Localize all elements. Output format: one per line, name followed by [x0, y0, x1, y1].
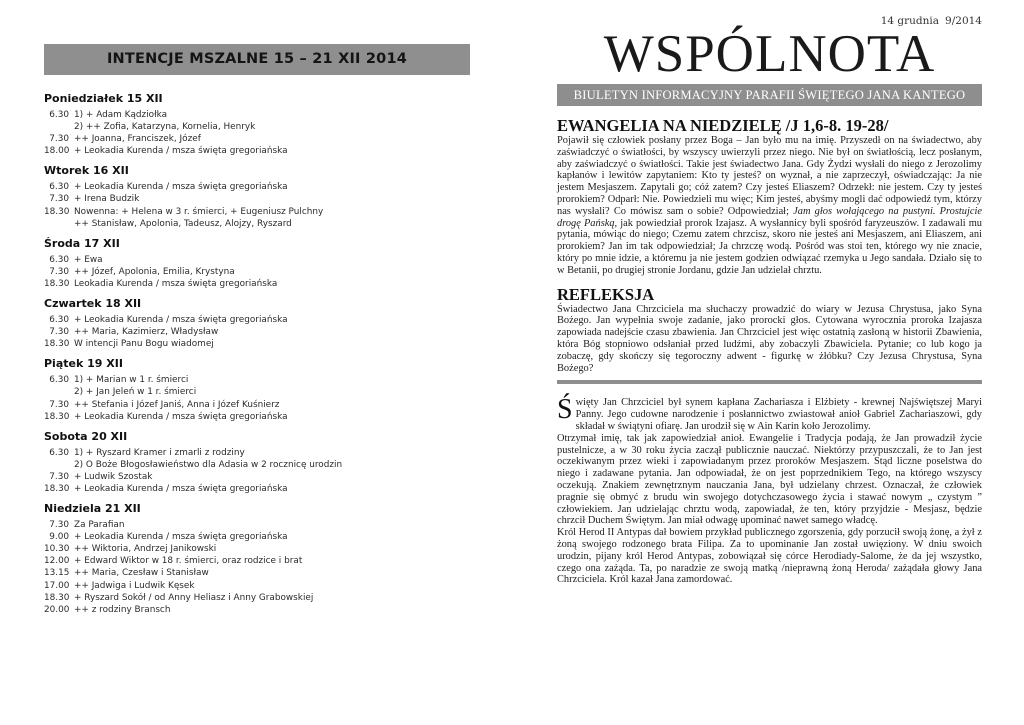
intention-text: + Leokadia Kurenda / msza święta gregoriańska: [74, 532, 288, 543]
intention-time: [44, 121, 74, 133]
intention-time: [44, 459, 74, 471]
intention-time: 12.00: [44, 556, 70, 567]
intention-text: ++ Jadwiga i Ludwik Kęsek: [74, 580, 195, 591]
intention-text: ++ Maria, Czesław i Stanisław: [74, 568, 209, 579]
gospel-text-quote: Jam głos wołającego na pustyni. Prostujcie drogę Pańską,: [557, 205, 983, 229]
intention-row: [44, 567, 470, 579]
intention-time: 18.30: [44, 278, 70, 289]
intention-row: [44, 519, 470, 531]
intention-time: 18.30: [44, 483, 70, 494]
day-block: [44, 297, 470, 350]
intention-time: 18.30: [44, 339, 70, 350]
intention-row: [44, 411, 470, 423]
section-divider: [557, 380, 982, 384]
issue-number: 9/2014: [945, 15, 982, 27]
intention-row: [44, 555, 470, 567]
intention-row: [44, 121, 470, 133]
saint-article: [557, 394, 982, 586]
intention-time: [44, 386, 74, 398]
intention-text: W intencji Panu Bogu wiadomej: [74, 339, 214, 350]
intention-row: [44, 592, 470, 604]
intention-row: [44, 471, 470, 483]
day-block: [44, 430, 470, 495]
gospel-text: [557, 135, 982, 277]
intention-time: 6.30: [49, 375, 69, 386]
day-block: [44, 164, 470, 229]
intention-time: 7.30: [49, 520, 69, 531]
intention-text: Leokadia Kurenda / msza święta gregoriańska: [74, 278, 278, 289]
intention-row: [44, 459, 470, 471]
intention-time: 20.00: [44, 604, 70, 615]
intention-text: ++ Stefania i Józef Janiś, Anna i Józef Kuśnierz: [74, 399, 280, 410]
intention-text: + Leokadia Kurenda / msza święta gregoriańska: [74, 411, 288, 422]
article-paragraph-2: Otrzymał imię, tak jak zapowiedział anioł. Ewangelie i Tradycja podają, że Jan prowadził życie pustelnicze, a w 30 roku życia zaczął publicznie nauczać. Niektórzy przypuszczali, że to Jan jest oczekiwanym przez wieki i zapowiadanym przez proroków Mesjaszem. Stąd liczne poselstwa do niego i zadawane pytania. Jan odpowiadał, że on jest poprzednikiem Tego, na którego wszyscy oczekują. Znakiem zewnętrznym nauczania Jana, był udzielany chrzest. Oznaczał, że człowiek pragnie się obmyć z brudu win swojego dotychczasowego życia i stawać nowym „ czystym ” człowiekiem. Jan udzielając chrztu wodą, zapowiadał, że ten, który przyjdzie - Mesjasz, będzie chrzcił Duchem Świętym. Jan miał odwagę upominać nawet samego władcę.: [557, 432, 982, 527]
intention-row: [44, 109, 470, 121]
article-paragraph-1: [557, 394, 982, 432]
intention-row: [44, 604, 470, 616]
intention-row: [44, 386, 470, 398]
intention-time: [44, 218, 74, 230]
intention-row: [44, 145, 470, 157]
intention-row: [44, 580, 470, 592]
gospel-text-part1: Pojawił się człowiek posłany przez Boga – Jan było mu na imię. Przyszedł on na świadectwo, aby zaświadczyć o światłości, by wszyscy uwierzyli przez niego. Nie był on światłością, lecz posłanym, aby zaświadczyć o światłości. Takie jest świadectwo Jana. Gdy Żydzi wysłali do niego z Jerozolimy kapłanów i lewitów zapytaniem: Kto ty jesteś? on wyznał, a nie zaprzeczył, oświadczając: Ja nie jestem Mesjaszem. Zapytali go; cóż zatem? Czy jesteś Eliaszem? Odrzekł: nie jestem. Czy ty jesteś prorokiem? Odparł: Nie. Powiedzieli mu więc; Kim jesteś, abyśmy mogli dać odpowiedź tym, którzy nas wysłali? Co mówisz sam o sobie? Odpowiedział;: [557, 135, 982, 217]
day-heading: Czwartek 18 XII: [44, 297, 142, 311]
intention-text: Za Parafian: [74, 520, 125, 531]
article-paragraph-3: Król Herod II Antypas dał bowiem przykład publicznego zgorszenia, gdy porzucił swoją żonę, a żył z żoną swojego rodzonego brata Filipa. Za to upominanie Jan został uwięziony. W dniu swoich urodzin, pijany król Herod Antypas, zobowiązał się córce Herodiady-Salome, że da jej wszystko, czego ona zażąda. Ta, po naradzie ze swoją matką /nieprawną żoną Heroda/ zażądała głowy Jana Chrzciciela. Król kazał Jana zamordować.: [557, 527, 982, 586]
intention-row: [44, 218, 470, 230]
intention-row: [44, 338, 470, 350]
intention-text: + Leokadia Kurenda / msza święta gregoriańska: [74, 315, 288, 326]
intention-row: [44, 266, 470, 278]
intention-time: 6.30: [49, 182, 69, 193]
intention-text: + Ludwik Szostak: [74, 471, 153, 482]
day-heading: Niedziela 21 XII: [44, 502, 141, 516]
intention-time: 9.00: [49, 532, 69, 543]
intention-text: ++ Maria, Kazimierz, Władysław: [74, 327, 219, 338]
intention-time: 10.30: [44, 544, 70, 555]
masthead-subtitle: BIULETYN INFORMACYJNY PARAFII ŚWIĘTEGO JANA KANTEGO: [557, 84, 982, 106]
day-heading: Piątek 19 XII: [44, 357, 123, 371]
intention-text: + Leokadia Kurenda / msza święta gregoriańska: [74, 182, 288, 193]
intention-row: [44, 181, 470, 193]
intention-text: + Irena Budzik: [74, 194, 140, 205]
intention-row: [44, 314, 470, 326]
intention-text: Nowenna: + Helena w 3 r. śmierci, + Eugeniusz Pulchny: [74, 206, 324, 217]
intention-text: 2) O Boże Błogosławieństwo dla Adasia w 2 rocznicę urodzin: [74, 459, 343, 470]
intention-text: + Edward Wiktor w 18 r. śmierci, oraz rodzice i brat: [74, 556, 303, 567]
intention-time: 6.30: [49, 447, 69, 458]
intention-text: 2) ++ Zofia, Katarzyna, Kornelia, Henryk: [74, 122, 256, 133]
intention-row: [44, 193, 470, 205]
intention-text: + Ewa: [74, 254, 103, 265]
intention-row: [44, 374, 470, 386]
intention-text: 2) + Jan Jeleń w 1 r. śmierci: [74, 387, 197, 398]
intention-text: + Leokadia Kurenda / msza święta gregoriańska: [74, 483, 288, 494]
day-heading: Poniedziałek 15 XII: [44, 92, 163, 105]
intention-row: [44, 133, 470, 145]
day-heading: Sobota 20 XII: [44, 429, 128, 443]
intention-row: [44, 543, 470, 555]
intention-text: ++ Wiktoria, Andrzej Janikowski: [74, 544, 217, 555]
intention-time: 18.30: [44, 411, 70, 422]
intention-row: [44, 326, 470, 338]
intention-time: 7.30: [49, 266, 69, 277]
intention-time: 7.30: [49, 134, 69, 145]
intention-time: 7.30: [49, 327, 69, 338]
intention-row: [44, 531, 470, 543]
bulletin-page: [557, 14, 982, 716]
day-block: [44, 357, 470, 422]
intention-time: 18.30: [44, 206, 70, 217]
gospel-heading: EWANGELIA NA NIEDZIELĘ /J 1,6-8. 19-28/: [557, 116, 889, 135]
day-block: [44, 92, 470, 157]
intention-time: 13.15: [44, 568, 70, 579]
intention-time: 18.00: [44, 146, 70, 157]
day-block: [44, 237, 470, 290]
intention-row: [44, 447, 470, 459]
intention-text: ++ Józef, Apolonia, Emilia, Krystyna: [74, 266, 235, 277]
intention-text: 1) + Marian w 1 r. śmierci: [74, 375, 189, 386]
article-paragraph-1-text: więty Jan Chrzciciel był synem kapłana Zachariasza i Elżbiety - krewnej Najświętszej Maryi Panny. Jego cudowne narodzenie i posłannictwo zwiastował anioł Gabriel Zachariaszowi, gdy składał w świątyni ofiarę. Jan urodził się w Ain Karin koło Jerozolimy.: [575, 397, 982, 432]
reflection-text: Świadectwo Jana Chrzciciela ma słuchaczy prowadzić do wiary w Jezusa Chrystusa, jako Syna Bożego. Jan wypełnia swoje zadanie, jako prorocki głos. Cytowana wyrocznia proroka Izajasza zapowiada nadejście czasu zbawienia. Jan Chrzciciel jest więc ostatnią zasłoną w historii Zbawienia, która Bóg stopniowo odsłaniał przed ludźmi, aby zobaczyli Zbawiciela. Pytanie; co lub kogo ja zobaczę, gdy skończy się tegoroczny adwent - figurkę w żłóbku? Czy Jezusa Chrystusa, Syna Bożego?: [557, 303, 982, 374]
intention-time: 6.30: [49, 254, 69, 265]
intention-time: 7.30: [49, 399, 69, 410]
intention-row: [44, 483, 470, 495]
day-heading: Wtorek 16 XII: [44, 164, 129, 178]
intention-time: 18.30: [44, 592, 70, 603]
intention-text: + Leokadia Kurenda / msza święta gregoriańska: [74, 146, 288, 157]
intention-text: + Ryszard Sokół / od Anny Heliasz i Anny Grabowskiej: [74, 592, 314, 603]
mass-intentions-list: [44, 92, 470, 616]
intention-text: 1) + Ryszard Kramer i zmarli z rodziny: [74, 447, 245, 458]
gospel-text-part2: jak powiedział prorok Izajasz. A wysłannicy byli spośród faryzeuszów. I zadawali mu pytania, mówiąc do niego; Czemu zatem chrzcisz, skoro nie jesteś ani Mesjaszem, ani Eliaszem, ani prorokiem? Jan im tak odpowiedział; Ja chrzczę wodą. Pośród was stoi ten, którego wy nie znacie, który po mnie idzie, a któremu ja nie jestem godzien odwiązać rzemyka u Jego sandała. Działo się to w Betanii, po drugiej stronie Jordanu, gdzie Jan udzielał chrztu.: [557, 217, 982, 276]
intention-text: ++ Joanna, Franciszek, Józef: [74, 134, 201, 145]
article-dropcap: Ś: [557, 394, 573, 426]
issue-date: 14 grudnia: [880, 15, 940, 27]
masthead-title: WSPÓLNOTA: [603, 25, 936, 83]
intention-time: 17.00: [44, 580, 70, 591]
day-block: [44, 502, 470, 616]
intention-time: 6.30: [49, 110, 69, 120]
intention-time: 6.30: [49, 315, 69, 326]
intention-time: 7.30: [49, 194, 69, 205]
intention-row: [44, 278, 470, 290]
intention-row: [44, 399, 470, 411]
day-heading: Środa 17 XII: [44, 236, 120, 250]
intention-time: 7.30: [49, 471, 69, 482]
intention-row: [44, 206, 470, 218]
mass-intentions-title: INTENCJE MSZALNE 15 – 21 XII 2014: [44, 44, 470, 75]
intention-row: [44, 254, 470, 266]
reflection-heading: REFLEKSJA: [557, 284, 655, 304]
intention-text: ++ Stanisław, Apolonia, Tadeusz, Alojzy, Ryszard: [74, 218, 292, 229]
mass-intentions-page: [44, 44, 470, 716]
intention-text: 1) + Adam Kądziołka: [74, 110, 168, 120]
intention-text: ++ z rodziny Bransch: [74, 604, 171, 615]
